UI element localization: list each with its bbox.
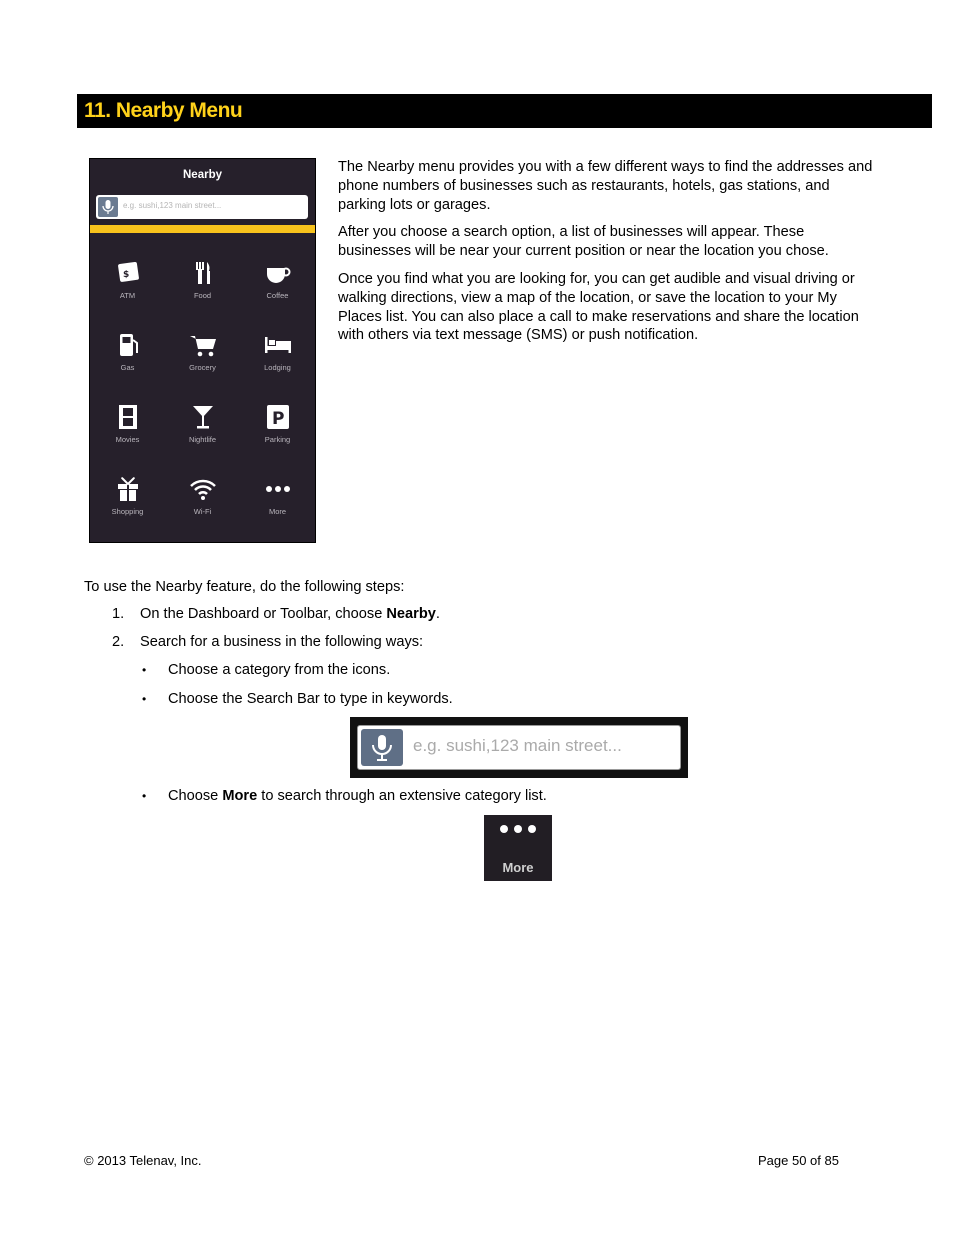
nearby-screenshot — [89, 158, 316, 543]
paragraph-text: Once you find what you are looking for, you can get audible and visual driving or walking directions, view a map of the location, or save the location to your My Places list. You can also place a call to make reservations and share the location with others via text message (SMS) or push notification. — [338, 271, 859, 344]
category-atm — [90, 259, 165, 331]
svg-text:P: P — [271, 409, 284, 429]
phone-search-bar — [96, 195, 308, 219]
bullet-dot: • — [142, 789, 147, 803]
category-label: Gas — [120, 363, 135, 372]
category-gas — [90, 331, 165, 403]
microphone-icon — [98, 197, 118, 217]
search-placeholder: e.g. sushi,123 main street... — [413, 736, 622, 755]
steps-lead: To use the Nearby feature, do the following steps: — [84, 579, 405, 595]
bullet-bold: More — [222, 788, 258, 804]
microphone-icon — [361, 729, 403, 766]
step-bold: Nearby — [386, 606, 436, 622]
category-lodging — [240, 331, 315, 403]
bullet-3 — [168, 788, 547, 804]
category-label: More — [268, 507, 287, 516]
grocery-icon — [188, 331, 218, 359]
bullet-text: to search through an extensive category list. — [257, 788, 547, 804]
intro-paragraph-2 — [338, 223, 878, 261]
category-label: Shopping — [111, 507, 144, 516]
step-text: . — [435, 606, 440, 622]
bullet-text: Choose — [168, 788, 223, 804]
category-parking — [240, 403, 315, 475]
section-title: 11. Nearby Menu — [84, 99, 243, 122]
category-label: Lodging — [264, 363, 291, 372]
step-1-number: 1. — [112, 606, 125, 622]
nightlife-icon — [189, 403, 217, 431]
footer-page-number: Page 50 of 85 — [758, 1153, 839, 1168]
category-movies — [90, 403, 165, 475]
category-label: Coffee — [266, 291, 289, 300]
phone-search-placeholder: e.g. sushi,123 main street... — [123, 201, 222, 210]
more-button-closeup — [484, 815, 552, 881]
intro-paragraph-3 — [338, 270, 878, 345]
paragraph-text: The Nearby menu provides you with a few different ways to find the addresses and phone numbers of businesses such as restaurants, hotels, gas stations, and parking lots or garages. — [338, 159, 873, 213]
more-icon — [263, 475, 293, 503]
step-2: Search for a business in the following ways: — [140, 634, 424, 650]
search-field — [357, 725, 681, 770]
category-label: Nightlife — [188, 435, 217, 444]
category-shopping — [90, 475, 165, 547]
more-icon — [498, 821, 538, 837]
bullet-dot: • — [142, 663, 147, 677]
svg-text:$: $ — [122, 270, 129, 280]
category-food — [165, 259, 240, 331]
section-heading — [77, 94, 932, 128]
bullet-dot: • — [142, 692, 147, 706]
category-label: Wi-Fi — [193, 507, 212, 516]
category-label: Movies — [115, 435, 140, 444]
category-wifi — [165, 475, 240, 547]
search-bar-closeup — [350, 717, 688, 778]
phone-title: Nearby — [183, 169, 222, 181]
wifi-icon — [188, 475, 218, 503]
gas-icon — [114, 331, 142, 359]
step-1 — [140, 606, 440, 622]
category-more — [240, 475, 315, 547]
intro-paragraph-1 — [338, 158, 878, 214]
category-nightlife — [165, 403, 240, 475]
category-label: ATM — [119, 291, 136, 300]
lodging-icon — [263, 331, 293, 359]
category-label: Parking — [264, 435, 291, 444]
movies-icon — [114, 403, 142, 431]
footer-copyright: © 2013 Telenav, Inc. — [84, 1153, 202, 1168]
paragraph-text: After you choose a search option, a list of businesses will appear. These businesses will be near your current position or near the location you chose. — [338, 224, 829, 259]
category-label: Food — [193, 291, 212, 300]
parking-icon — [264, 403, 292, 431]
atm-icon — [114, 259, 142, 287]
bullet-1: Choose a category from the icons. — [168, 662, 391, 678]
bullet-2: Choose the Search Bar to type in keywords. — [168, 691, 453, 707]
step-2-number: 2. — [112, 634, 125, 650]
category-coffee — [240, 259, 315, 331]
accent-bar — [90, 225, 315, 233]
step-text: On the Dashboard or Toolbar, choose — [140, 606, 387, 622]
food-icon — [189, 259, 217, 287]
more-label: More — [502, 860, 534, 875]
coffee-icon — [264, 259, 292, 287]
category-grocery — [165, 331, 240, 403]
category-label: Grocery — [189, 363, 216, 372]
shopping-icon — [114, 475, 142, 503]
